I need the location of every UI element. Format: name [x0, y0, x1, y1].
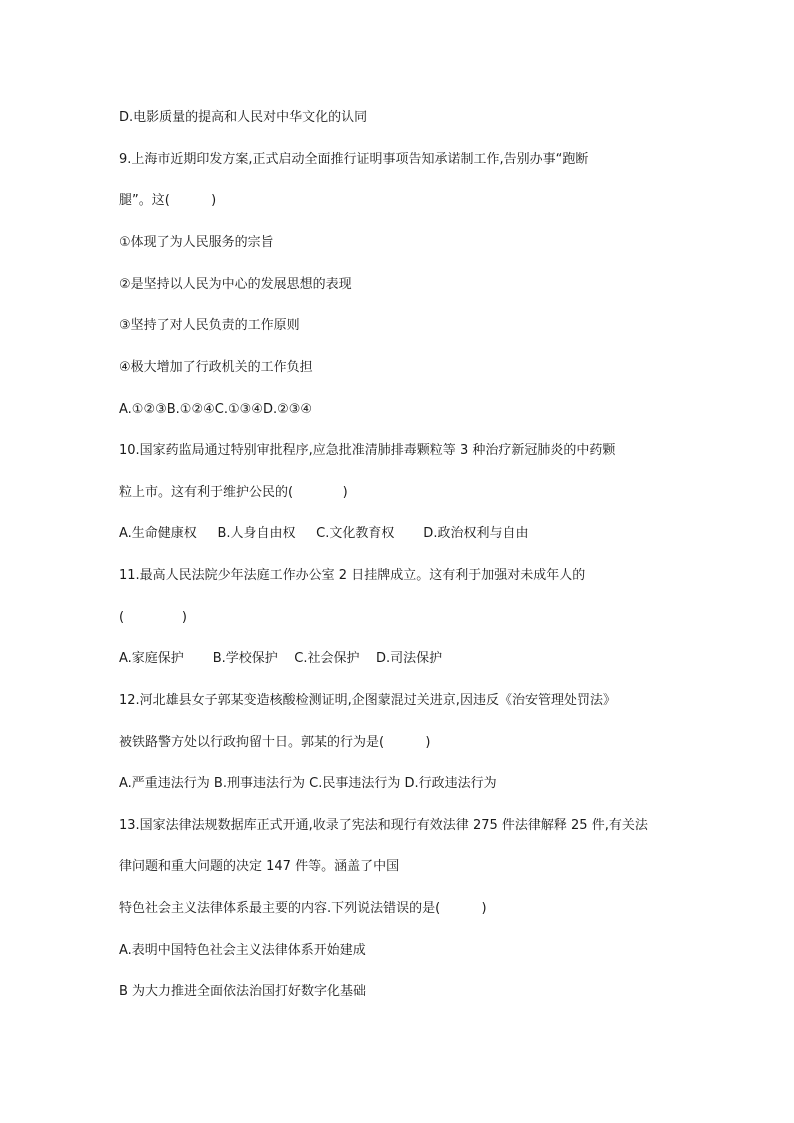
question-11-text-cont: ( )	[119, 610, 187, 625]
question-9-options: A.①②③B.①②④C.①③④D.②③④	[119, 402, 313, 417]
option-d-q8: D.电影质量的提高和人民对中华文化的认同	[119, 110, 368, 125]
question-10-text: 10.国家药监局通过特别审批程序,应急批准清肺排毒颗粒等 3 种治疗新冠肺炎的中药颗	[119, 443, 616, 458]
statement-4: ④极大增加了行政机关的工作负担	[119, 360, 313, 375]
question-12-text: 12.河北雄县女子郭某变造核酸检测证明,企图蒙混过关进京,因违反《治安管理处罚法》	[119, 693, 616, 708]
question-13-option-a: A.表明中国特色社会主义法律体系开始建成	[119, 943, 366, 958]
question-11-options: A.家庭保护 B.学校保护 C.社会保护 D.司法保护	[119, 651, 443, 666]
question-10-text-cont: 粒上市。这有利于维护公民的( )	[119, 485, 348, 500]
question-12-text-cont: 被铁路警方处以行政拘留十日。郭某的行为是( )	[119, 735, 431, 750]
question-10-options: A.生命健康权 B.人身自由权 C.文化教育权 D.政治权利与自由	[119, 526, 529, 541]
question-13-text: 13.国家法律法规数据库正式开通,收录了宪法和现行有效法律 275 件法律解释 25 件,有关法	[119, 818, 648, 833]
question-11-text: 11.最高人民法院少年法庭工作办公室 2 日挂牌成立。这有利于加强对未成年人的	[119, 568, 586, 583]
question-12-options: A.严重违法行为 B.刑事违法行为 C.民事违法行为 D.行政违法行为	[119, 776, 497, 791]
question-9-text: 9.上海市近期印发方案,正式启动全面推行证明事项告知承诺制工作,告别办事“跑断	[119, 152, 589, 167]
statement-3: ③坚持了对人民负责的工作原则	[119, 318, 300, 333]
question-13-option-b: B 为大力推进全面依法治国打好数字化基础	[119, 984, 367, 999]
question-13-text-cont: 律问题和重大问题的决定 147 件等。涵盖了中国	[119, 859, 400, 874]
question-9-text-cont: 腿”。这( )	[119, 193, 217, 208]
statement-2: ②是坚持以人民为中心的发展思想的表现	[119, 277, 352, 292]
statement-1: ①体现了为人民服务的宗旨	[119, 235, 274, 250]
question-13-text-cont-2: 特色社会主义法律体系最主要的内容.下列说法错误的是( )	[119, 901, 487, 916]
